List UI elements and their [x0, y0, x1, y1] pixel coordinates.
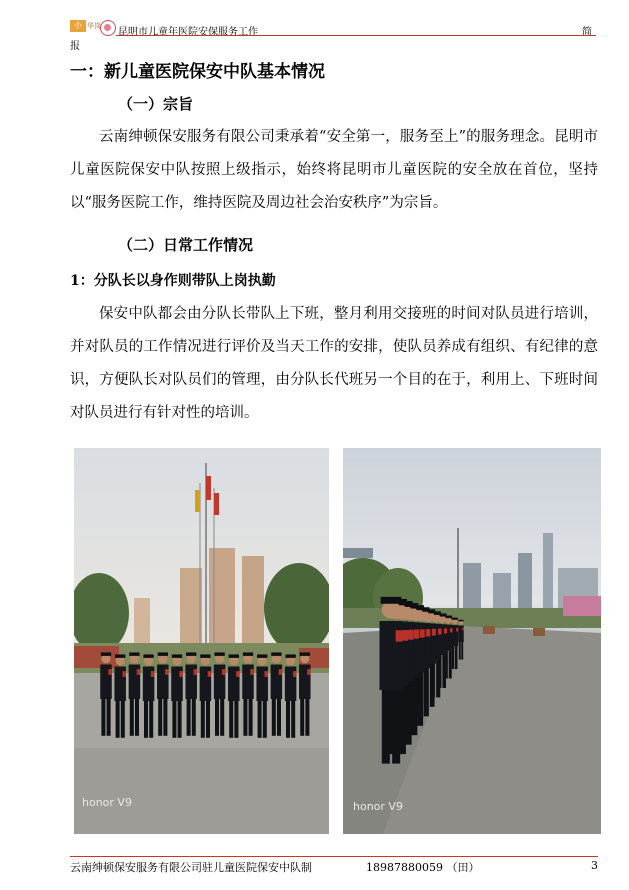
- subheading-daily-work: （二）日常工作情况: [118, 236, 254, 254]
- photo-watermark: honor V9: [82, 796, 132, 809]
- photo-team-column-art: [343, 448, 601, 834]
- photo-team-lineup: [74, 448, 329, 834]
- header-divider: [116, 35, 596, 36]
- paragraph-purpose: 云南绅顿保安服务有限公司秉承着“安全第一，服务至上”的服务理念。昆明市儿童医院保安中队按照上级指示，始终将昆明市儿童医院的安全放在首位，坚持以“服务医院工作，维持医院及周边社会治安秩序”为宗旨。: [70, 129, 598, 211]
- photo-team-column: [343, 448, 601, 834]
- header-suffix-2: 报: [70, 41, 80, 52]
- footer-divider: [70, 856, 598, 857]
- footer-org: 云南绅顿保安服务有限公司驻儿童医院保安中队制: [70, 861, 312, 874]
- header-title: 昆明市儿童年医院安保服务工作: [118, 27, 258, 38]
- company-logo: [70, 20, 101, 32]
- footer-phone: 18987880059 （田）: [366, 861, 480, 874]
- seal-icon: [100, 20, 116, 36]
- logo-mark: 小: [70, 20, 86, 32]
- item-heading: 1：分队长以身作则带队上岗执勤: [70, 273, 276, 289]
- logo-text: 华岗: [87, 22, 101, 30]
- photo-watermark: honor V9: [353, 800, 403, 813]
- page-number: 3: [591, 859, 598, 872]
- paragraph-daily-work: 保安中队都会由分队长带队上下班，整月利用交接班的时间对队员进行培训，并对队员的工作情况进行评价及当天工作的安排，使队员养成有组织、有纪律的意识，方便队长对队员们的管理，由分队长代班另一个目的在于，利用上、下班时间对队员进行有针对性的培训。: [70, 306, 598, 421]
- page-footer: [70, 856, 598, 874]
- photo-team-lineup-art: [74, 448, 329, 834]
- section-heading: 一：新儿童医院保安中队基本情况: [70, 62, 325, 82]
- subheading-purpose: （一）宗旨: [118, 95, 194, 113]
- header-suffix-1: 简: [582, 27, 592, 38]
- page-header: [70, 20, 596, 52]
